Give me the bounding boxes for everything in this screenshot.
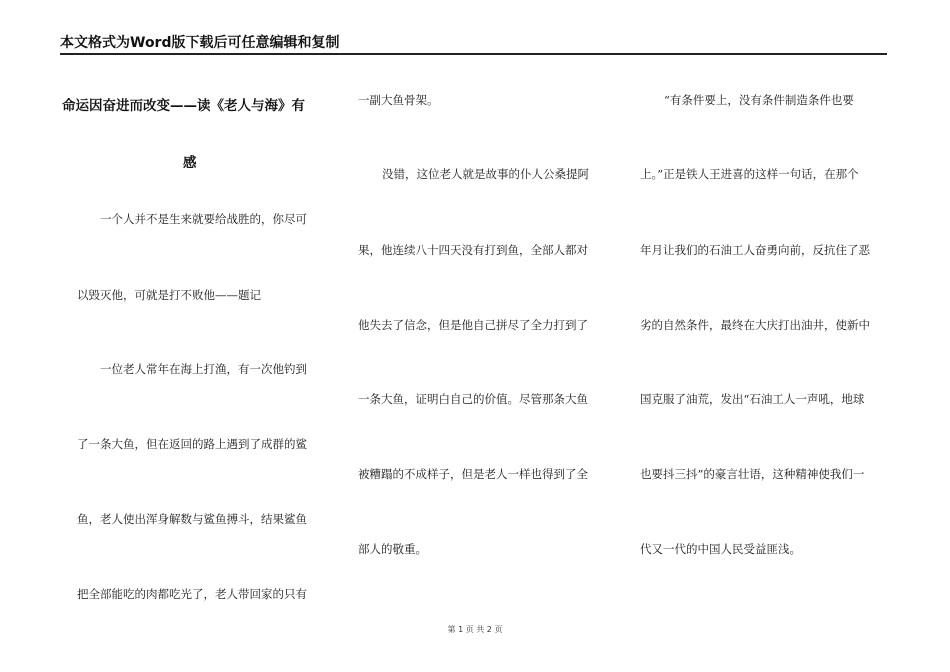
paragraph-line: 一位老人常年在海上打渔，有一次他钓到	[100, 362, 307, 376]
paragraph-line: 一条大鱼，证明白自己的价值。尽管那条大鱼	[358, 392, 588, 406]
paragraph-line: 劣的自然条件，最终在大庆打出油井，使新中	[640, 318, 870, 332]
paragraph-line: 被糟蹋的不成样子，但是老人一样也得到了全	[358, 467, 588, 481]
paragraph-line: “有条件要上，没有条件制造条件也要	[664, 93, 854, 107]
paragraph-line: 鱼，老人使出浑身解数与鲨鱼搏斗，结果鲨鱼	[77, 512, 307, 526]
paragraph-line: 国克服了油荒，发出“石油工人一声吼，地球	[640, 392, 865, 406]
paragraph-line: 部人的敬重。	[358, 542, 427, 556]
page-number-footer: 第 1 页 共 2 页	[447, 625, 503, 634]
paragraph-line: 果，他连续八十四天没有打到鱼，全部人都对	[358, 243, 588, 257]
paragraph-line: 一副大鱼骨架。	[358, 93, 439, 107]
paragraph-line: 以毁灭他，可就是打不败他——题记	[77, 288, 261, 302]
paragraph-line: 没错，这位老人就是故事的仆人公桑提阿	[382, 167, 589, 181]
document-title-line-1: 命运因奋进而改变——读《老人与海》有	[62, 98, 305, 114]
document-title-line-2: 感	[183, 155, 197, 171]
paragraph-line: 上。”正是铁人王进喜的这样一句话，在那个	[640, 167, 859, 181]
paragraph-line: 也要抖三抖”的豪言壮语，这种精神使我们一	[640, 467, 865, 481]
paragraph-line: 他失去了信念，但是他自己拼尽了全力打到了	[358, 318, 588, 332]
document-header-banner: 本文格式为Word版下载后可任意编辑和复制	[60, 35, 340, 51]
paragraph-line: 了一条大鱼，但在返回的路上遇到了成群的鲨	[77, 437, 307, 451]
header-divider	[60, 53, 887, 55]
paragraph-line: 一个人并不是生来就要给战胜的，你尽可	[100, 212, 307, 226]
paragraph-line: 年月让我们的石油工人奋勇向前，反抗住了恶	[640, 243, 870, 257]
paragraph-line: 把全部能吃的肉都吃光了，老人带回家的只有	[77, 587, 307, 601]
paragraph-line: 代又一代的中国人民受益匪浅。	[640, 542, 801, 556]
